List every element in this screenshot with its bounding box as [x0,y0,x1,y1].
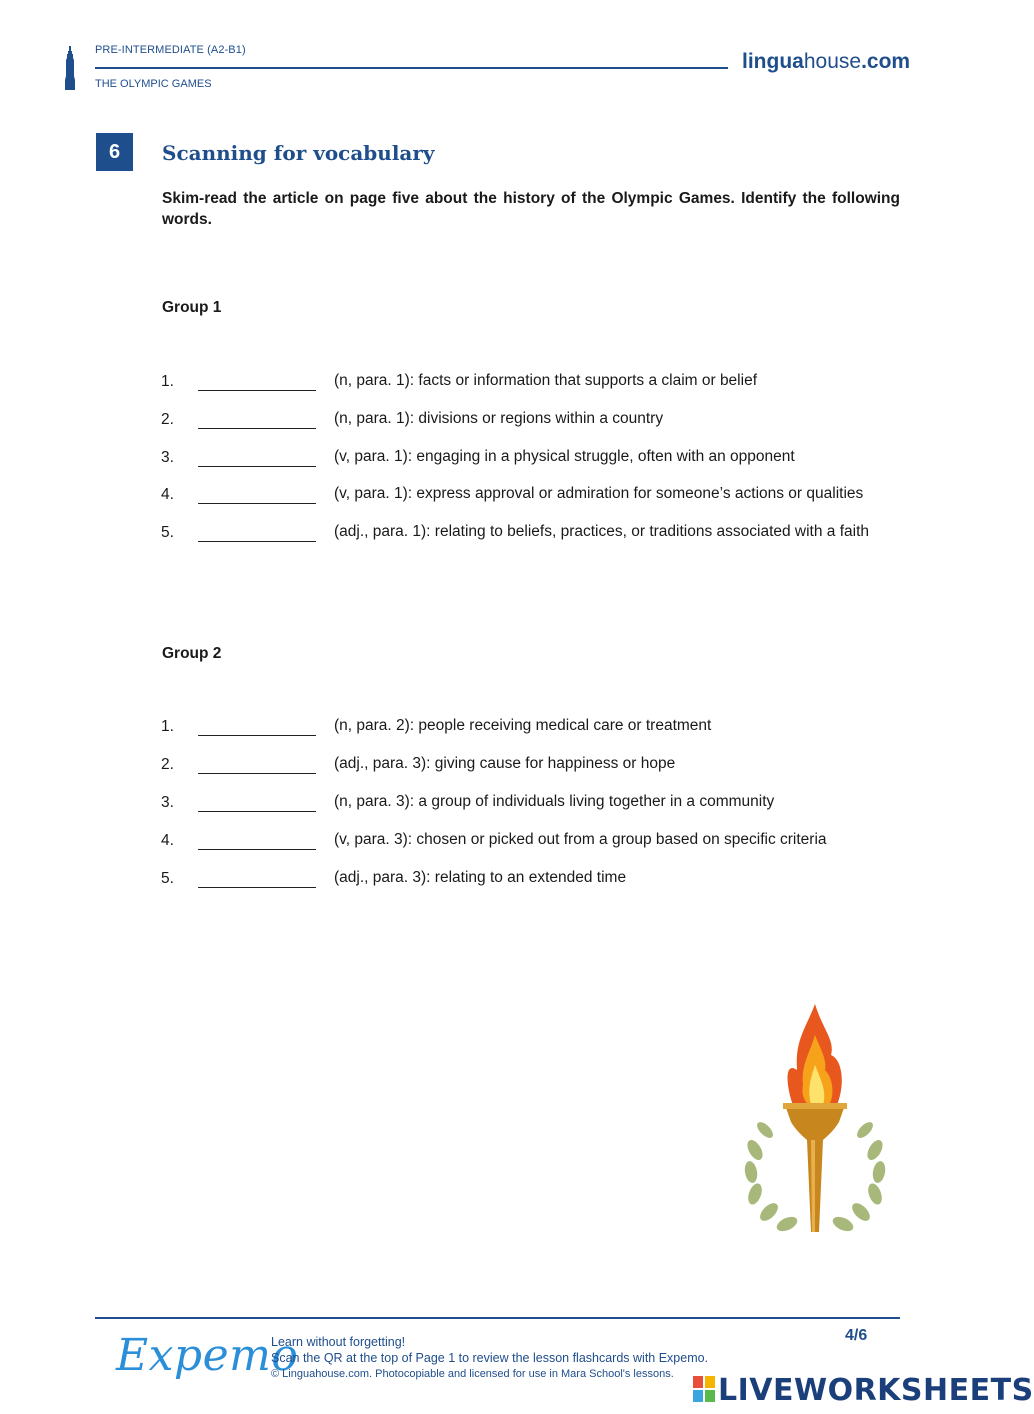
instructions: Skim-read the article on page five about the history of the Olympic Games. Identify the following words. [162,190,900,228]
section-number: 6 [96,133,133,171]
statue-of-liberty-icon [62,46,78,90]
group-1-title: Group 1 [162,299,222,316]
group-1-item [161,486,891,514]
section-title: Scanning for vocabulary [162,141,435,165]
item-definition: (v, para. 1): engaging in a physical struggle, often with an opponent [334,448,795,465]
group-1-item [161,449,891,477]
level-label: PRE-INTERMEDIATE (A2-B1) [95,44,246,56]
item-definition: (adj., para. 1): relating to beliefs, practices, or traditions associated with a faith [334,523,870,540]
footer-divider [95,1317,900,1319]
group-1-item [161,373,891,401]
header-divider [95,67,728,69]
item-definition: (adj., para. 3): relating to an extended time [334,869,627,886]
item-definition: (adj., para. 3): giving cause for happiness or hope [334,755,676,772]
answer-blank[interactable] [198,811,316,812]
liveworksheets-logo[interactable]: LIVEWORKSHEETS [718,1373,1034,1408]
item-number: 4. [161,832,174,849]
linguahouse-logo[interactable]: linguahouse.com [742,50,911,73]
answer-blank[interactable] [198,466,316,467]
answer-blank[interactable] [198,773,316,774]
footer-copyright: © Linguahouse.com. Photocopiable and licensed for use in Mara School's lessons. [271,1368,674,1380]
item-definition: (n, para. 3): a group of individuals living together in a community [334,793,775,810]
item-number: 4. [161,486,174,503]
liveworksheets-icon [693,1376,715,1402]
group-2-title: Group 2 [162,645,222,662]
item-number: 2. [161,756,174,773]
item-definition: (n, para. 1): facts or information that supports a claim or belief [334,372,757,389]
item-number: 2. [161,411,174,428]
answer-blank[interactable] [198,541,316,542]
item-number: 5. [161,870,174,887]
group-2-item [161,832,891,860]
item-number: 5. [161,524,174,541]
group-2-item [161,870,891,898]
footer-instruction: Scan the QR at the top of Page 1 to review the lesson flashcards with Expemo. [271,1351,709,1365]
group-1-item [161,411,891,439]
group-2-item [161,756,891,784]
answer-blank[interactable] [198,390,316,391]
item-number: 3. [161,794,174,811]
olympic-torch-icon [735,1000,895,1240]
page-number: 4/6 [845,1327,868,1344]
answer-blank[interactable] [198,849,316,850]
group-1-item [161,524,891,552]
answer-blank[interactable] [198,887,316,888]
item-definition: (n, para. 1): divisions or regions within a country [334,410,664,427]
group-2-item [161,794,891,822]
item-number: 3. [161,449,174,466]
item-number: 1. [161,373,174,390]
answer-blank[interactable] [198,428,316,429]
item-definition: (v, para. 3): chosen or picked out from a group based on specific criteria [334,831,827,848]
footer-tagline: Learn without forgetting! [271,1335,406,1349]
expemo-logo[interactable]: Expemo [116,1330,299,1381]
item-definition: (n, para. 2): people receiving medical care or treatment [334,717,712,734]
answer-blank[interactable] [198,735,316,736]
topic-label: THE OLYMPIC GAMES [95,78,212,90]
group-2-item [161,718,891,746]
item-definition: (v, para. 1): express approval or admiration for someone’s actions or qualities [334,485,864,502]
answer-blank[interactable] [198,503,316,504]
item-number: 1. [161,718,174,735]
